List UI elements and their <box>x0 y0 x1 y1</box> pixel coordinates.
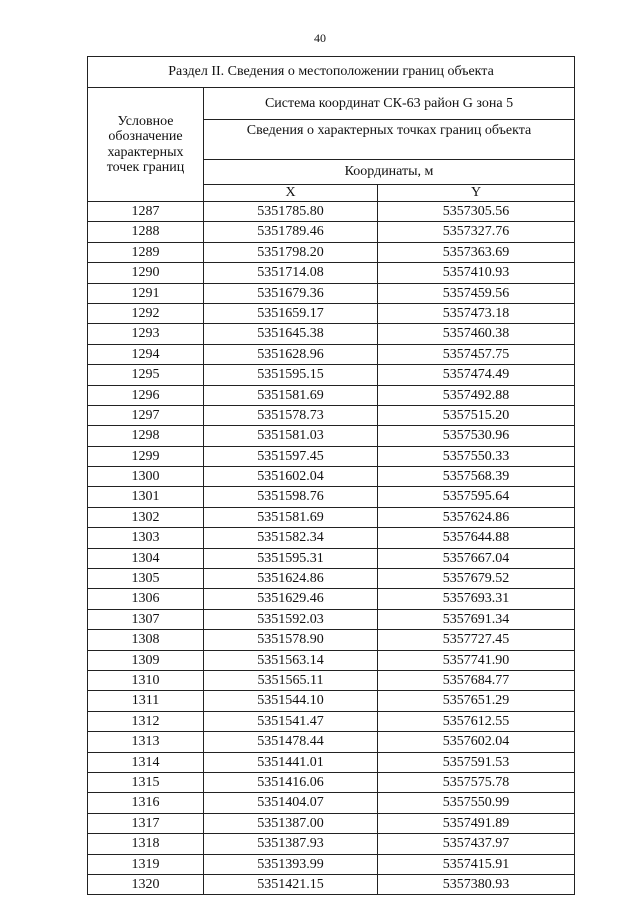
point-id-cell: 1306 <box>88 589 204 609</box>
point-id-cell: 1316 <box>88 793 204 813</box>
point-id-cell: 1307 <box>88 609 204 629</box>
x-coordinate-cell: 5351541.47 <box>204 711 378 731</box>
page-number: 40 <box>314 31 326 45</box>
table-row <box>88 548 575 568</box>
x-coordinate-cell: 5351624.86 <box>204 569 378 589</box>
x-coordinate-cell: 5351581.69 <box>204 507 378 527</box>
table-row <box>88 670 575 690</box>
x-coordinate-cell: 5351595.15 <box>204 365 378 385</box>
x-coordinate-cell: 5351387.93 <box>204 834 378 854</box>
x-coordinate-cell: 5351602.04 <box>204 467 378 487</box>
point-id-cell: 1292 <box>88 303 204 323</box>
y-coordinate-cell: 5357474.49 <box>378 365 575 385</box>
y-coordinate-cell: 5357679.52 <box>378 569 575 589</box>
x-coordinate-cell: 5351387.00 <box>204 813 378 833</box>
point-id-cell: 1300 <box>88 467 204 487</box>
y-coordinate-cell: 5357595.64 <box>378 487 575 507</box>
table-row <box>88 487 575 507</box>
point-id-cell: 1317 <box>88 813 204 833</box>
table-row <box>88 752 575 772</box>
point-id-cell: 1305 <box>88 569 204 589</box>
point-id-cell: 1301 <box>88 487 204 507</box>
table-row <box>88 874 575 894</box>
y-coordinate-cell: 5357550.33 <box>378 446 575 466</box>
table-row <box>88 405 575 425</box>
x-coordinate-cell: 5351578.90 <box>204 630 378 650</box>
table-row <box>88 854 575 874</box>
table-row <box>88 222 575 242</box>
table-row <box>88 426 575 446</box>
y-coordinate-cell: 5357491.89 <box>378 813 575 833</box>
y-coordinate-cell: 5357727.45 <box>378 630 575 650</box>
x-coordinate-cell: 5351679.36 <box>204 283 378 303</box>
x-coordinate-cell: 5351563.14 <box>204 650 378 670</box>
x-coordinate-cell: 5351393.99 <box>204 854 378 874</box>
table-row <box>88 589 575 609</box>
y-coordinate-cell: 5357460.38 <box>378 324 575 344</box>
x-coordinate-cell: 5351789.46 <box>204 222 378 242</box>
point-id-cell: 1312 <box>88 711 204 731</box>
table-row <box>88 650 575 670</box>
x-coordinate-cell: 5351421.15 <box>204 874 378 894</box>
y-coordinate-cell: 5357624.86 <box>378 507 575 527</box>
x-coordinate-cell: 5351582.34 <box>204 528 378 548</box>
y-coordinate-cell: 5357575.78 <box>378 772 575 792</box>
y-coordinate-cell: 5357492.88 <box>378 385 575 405</box>
x-coordinate-cell: 5351581.69 <box>204 385 378 405</box>
point-id-cell: 1296 <box>88 385 204 405</box>
y-coordinate-cell: 5357380.93 <box>378 874 575 894</box>
point-id-cell: 1311 <box>88 691 204 711</box>
table-row <box>88 303 575 323</box>
table-row <box>88 732 575 752</box>
x-coordinate-cell: 5351441.01 <box>204 752 378 772</box>
y-coordinate-cell: 5357410.93 <box>378 263 575 283</box>
points-info-header: Сведения о характерных точках границ объекта <box>204 120 575 160</box>
point-id-cell: 1315 <box>88 772 204 792</box>
point-id-cell: 1289 <box>88 242 204 262</box>
y-coordinate-cell: 5357415.91 <box>378 854 575 874</box>
x-coordinate-cell: 5351578.73 <box>204 405 378 425</box>
y-coordinate-cell: 5357591.53 <box>378 752 575 772</box>
table-row <box>88 467 575 487</box>
y-coordinate-cell: 5357741.90 <box>378 650 575 670</box>
table-row <box>88 446 575 466</box>
x-coordinate-cell: 5351785.80 <box>204 202 378 222</box>
point-id-cell: 1297 <box>88 405 204 425</box>
point-id-cell: 1309 <box>88 650 204 670</box>
y-coordinate-cell: 5357363.69 <box>378 242 575 262</box>
x-coordinate-cell: 5351597.45 <box>204 446 378 466</box>
y-coordinate-cell: 5357612.55 <box>378 711 575 731</box>
x-coordinate-cell: 5351598.76 <box>204 487 378 507</box>
table-row <box>88 834 575 854</box>
table-row <box>88 344 575 364</box>
x-coordinate-cell: 5351565.11 <box>204 670 378 690</box>
point-id-cell: 1291 <box>88 283 204 303</box>
table-row <box>88 283 575 303</box>
point-id-cell: 1320 <box>88 874 204 894</box>
x-coordinate-cell: 5351478.44 <box>204 732 378 752</box>
table-row <box>88 528 575 548</box>
point-id-cell: 1319 <box>88 854 204 874</box>
table-row <box>88 324 575 344</box>
point-id-cell: 1303 <box>88 528 204 548</box>
point-id-cell: 1290 <box>88 263 204 283</box>
point-id-cell: 1304 <box>88 548 204 568</box>
point-id-cell: 1293 <box>88 324 204 344</box>
table-row <box>88 385 575 405</box>
coordinate-system-header: Система координат СК-63 район G зона 5 <box>204 88 575 120</box>
y-coordinate-cell: 5357667.04 <box>378 548 575 568</box>
x-coordinate-cell: 5351544.10 <box>204 691 378 711</box>
table-row <box>88 202 575 222</box>
table-row <box>88 569 575 589</box>
column-x-header: X <box>204 185 378 202</box>
y-coordinate-cell: 5357437.97 <box>378 834 575 854</box>
x-coordinate-cell: 5351592.03 <box>204 609 378 629</box>
point-id-cell: 1302 <box>88 507 204 527</box>
section-title: Раздел II. Сведения о местоположении границ объекта <box>88 57 575 88</box>
table-row <box>88 365 575 385</box>
x-coordinate-cell: 5351659.17 <box>204 303 378 323</box>
y-coordinate-cell: 5357305.56 <box>378 202 575 222</box>
point-id-cell: 1308 <box>88 630 204 650</box>
x-coordinate-cell: 5351628.96 <box>204 344 378 364</box>
x-coordinate-cell: 5351645.38 <box>204 324 378 344</box>
point-id-cell: 1318 <box>88 834 204 854</box>
point-id-cell: 1287 <box>88 202 204 222</box>
point-id-cell: 1299 <box>88 446 204 466</box>
x-coordinate-cell: 5351629.46 <box>204 589 378 609</box>
table-row <box>88 609 575 629</box>
table-row <box>88 813 575 833</box>
y-coordinate-cell: 5357327.76 <box>378 222 575 242</box>
point-id-cell: 1295 <box>88 365 204 385</box>
y-coordinate-cell: 5357568.39 <box>378 467 575 487</box>
table-row <box>88 507 575 527</box>
x-coordinate-cell: 5351404.07 <box>204 793 378 813</box>
table-row <box>88 242 575 262</box>
point-id-cell: 1313 <box>88 732 204 752</box>
y-coordinate-cell: 5357457.75 <box>378 344 575 364</box>
y-coordinate-cell: 5357602.04 <box>378 732 575 752</box>
y-coordinate-cell: 5357691.34 <box>378 609 575 629</box>
table-row <box>88 263 575 283</box>
y-coordinate-cell: 5357473.18 <box>378 303 575 323</box>
y-coordinate-cell: 5357651.29 <box>378 691 575 711</box>
table-row <box>88 793 575 813</box>
x-coordinate-cell: 5351416.06 <box>204 772 378 792</box>
x-coordinate-cell: 5351798.20 <box>204 242 378 262</box>
coordinates-table <box>87 56 575 895</box>
point-id-cell: 1310 <box>88 670 204 690</box>
y-coordinate-cell: 5357644.88 <box>378 528 575 548</box>
point-id-cell: 1288 <box>88 222 204 242</box>
table-row <box>88 630 575 650</box>
x-coordinate-cell: 5351714.08 <box>204 263 378 283</box>
y-coordinate-cell: 5357693.31 <box>378 589 575 609</box>
table-row <box>88 691 575 711</box>
point-id-cell: 1294 <box>88 344 204 364</box>
column-y-header: Y <box>378 185 575 202</box>
x-coordinate-cell: 5351581.03 <box>204 426 378 446</box>
y-coordinate-cell: 5357550.99 <box>378 793 575 813</box>
y-coordinate-cell: 5357530.96 <box>378 426 575 446</box>
table-row <box>88 772 575 792</box>
x-coordinate-cell: 5351595.31 <box>204 548 378 568</box>
coordinates-header: Координаты, м <box>204 160 575 185</box>
point-id-cell: 1314 <box>88 752 204 772</box>
y-coordinate-cell: 5357459.56 <box>378 283 575 303</box>
point-label-header: Условное обозначение характерных точек границ <box>88 88 204 202</box>
y-coordinate-cell: 5357515.20 <box>378 405 575 425</box>
point-id-cell: 1298 <box>88 426 204 446</box>
y-coordinate-cell: 5357684.77 <box>378 670 575 690</box>
table-row <box>88 711 575 731</box>
